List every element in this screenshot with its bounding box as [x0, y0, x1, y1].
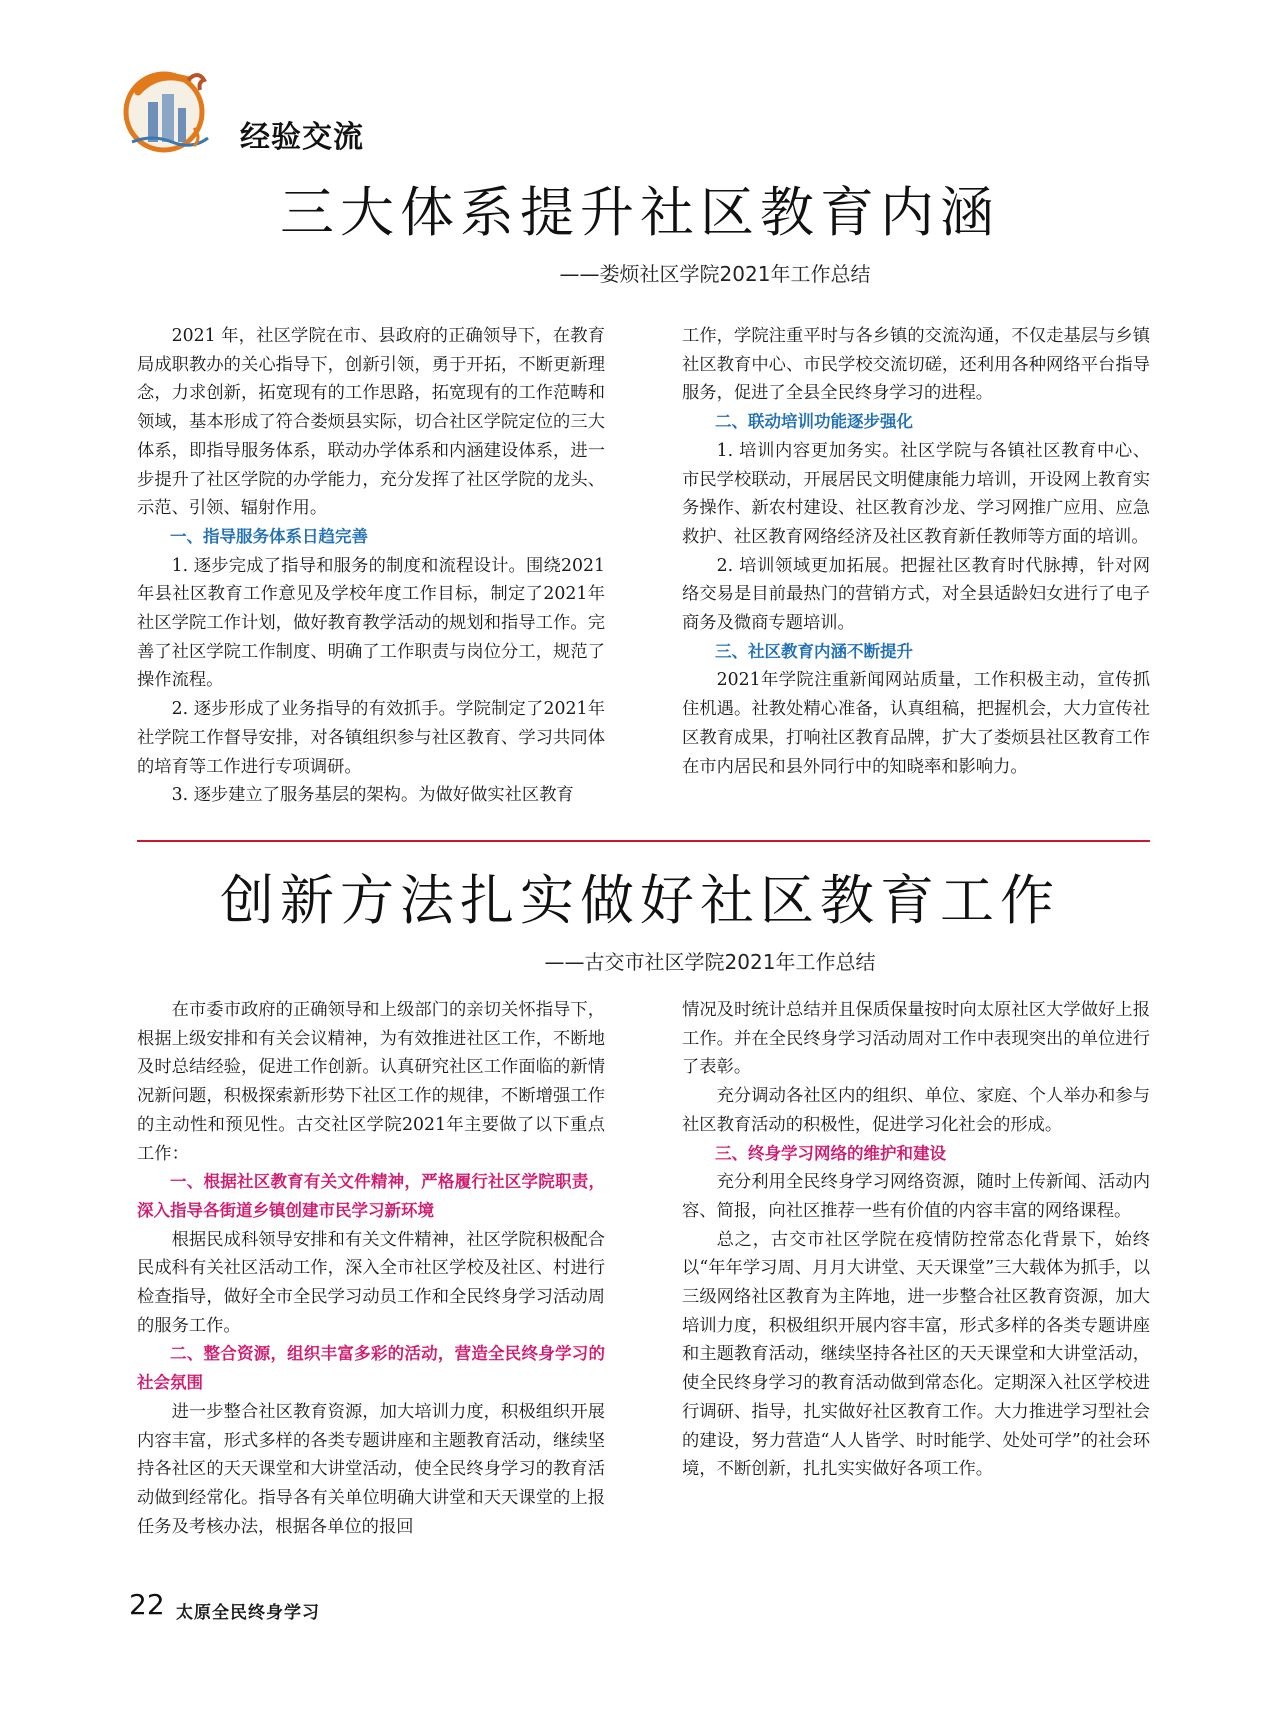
- paragraph: 工作，学院注重平时与各乡镇的交流沟通，不仅走基层与乡镇社区教育中心、市民学校交流切磋，还利用各种网络平台指导服务，促进了全县全民终身学习的进程。: [682, 326, 1150, 404]
- paragraph: 3. 逐步建立了服务基层的架构。为做好做实社区教育: [171, 785, 574, 806]
- paragraph: 2021 年，社区学院在市、县政府的正确领导下，在教育局成职教办的关心指导下，创新引领，勇于开拓，不断更新理念，力求创新，拓宽现有的工作思路，拓宽现有的工作范畴和领域，基本形成了符合娄烦县实际，切合社区学院定位的三大体系，即指导服务体系，联动办学体系和内涵建设体系，进一步提升了社区学院的办学能力，充分发挥了社区学院的龙头、示范、引领、辐射作用。: [137, 326, 605, 519]
- article-divider: [137, 840, 1150, 842]
- article1-title: 三大体系提升社区教育内涵: [280, 181, 1000, 244]
- article2-title: 创新方法扎实做好社区教育工作: [220, 869, 1060, 932]
- section-heading: 三、终身学习网络的维护和建设: [715, 1143, 946, 1163]
- paragraph: 进一步整合社区教育资源，加大培训力度，积极组织开展内容丰富，形式多样的各类专题讲座和主题教育活动，继续坚持各社区的天天课堂和大讲堂活动，使全民终身学习的教育活动做到经常化。指导各有关单位明确大讲堂和天天课堂的上报任务及考核办法，根据各单位的报回: [137, 1401, 605, 1537]
- article1-subtitle: ——娄烦社区学院2021年工作总结: [559, 262, 871, 286]
- magazine-name: 太原全民终身学习: [176, 1603, 320, 1623]
- page-number: 22: [129, 1588, 165, 1621]
- paragraph: 2. 逐步形成了业务指导的有效抓手。学院制定了2021年社学院工作督导安排，对各镇组织参与社区教育、学习共同体的培育等工作进行专项调研。: [137, 699, 605, 777]
- article2-left-column: [137, 996, 605, 1541]
- paragraph: 总之，古交市社区学院在疫情防控常态化背景下，始终以“年年学习周、月月大讲堂、天天课堂”三大载体为抓手，以三级网络社区教育为主阵地，进一步整合社区教育资源，加大培训力度，积极组织开展内容丰富，形式多样的各类专题讲座和主题教育活动，继续坚持各社区的天天课堂和大讲堂活动，使全民终身学习的教育活动做到常态化。定期深入社区学校进行调研、指导，扎实做好社区教育工作。大力推进学习型社会的建设，努力营造“人人皆学、时时能学、处处可学”的社会环境，不断创新，扎扎实实做好各项工作。: [682, 1229, 1150, 1480]
- article2-subtitle: ——古交市社区学院2021年工作总结: [544, 950, 876, 974]
- section-heading: 三、社区教育内涵不断提升: [715, 641, 913, 661]
- article2-right-column: [682, 996, 1150, 1484]
- paragraph: 充分利用全民终身学习网络资源，随时上传新闻、活动内容、简报，向社区推荐一些有价值的内容丰富的网络课程。: [682, 1172, 1150, 1221]
- paragraph: 根据民成科领导安排和有关文件精神，社区学院积极配合民成科有关社区活动工作，深入全市社区学校及社区、村进行检查指导，做好全市全民学习动员工作和全民终身学习活动周的服务工作。: [137, 1229, 605, 1336]
- magazine-logo: [118, 62, 214, 158]
- paragraph: 情况及时统计总结并且保质保量按时向太原社区大学做好上报工作。并在全民终身学习活动周对工作中表现突出的单位进行了表彰。: [682, 1000, 1150, 1078]
- article1-right-column: [682, 322, 1150, 781]
- section-heading: 二、整合资源，组织丰富多彩的活动，营造全民终身学习的社会氛围: [137, 1344, 605, 1393]
- paragraph: 充分调动各社区内的组织、单位、家庭、个人举办和参与社区教育活动的积极性，促进学习化社会的形成。: [682, 1086, 1150, 1135]
- paragraph: 2021年学院注重新闻网站质量，工作积极主动，宣传抓住机遇。社教处精心准备，认真组稿，把握机会，大力宣传社区教育成果，打响社区教育品牌，扩大了娄烦县社区教育工作在市内居民和县外同行中的知晓率和影响力。: [682, 670, 1150, 777]
- paragraph: 1. 逐步完成了指导和服务的制度和流程设计。围绕2021年县社区教育工作意见及学校年度工作目标，制定了2021年社区学院工作计划，做好教育教学活动的规划和指导工作。完善了社区学院工作制度、明确了工作职责与岗位分工，规范了操作流程。: [137, 555, 605, 691]
- paragraph: 2. 培训领域更加拓展。把握社区教育时代脉搏，针对网络交易是目前最热门的营销方式，对全县适龄妇女进行了电子商务及微商专题培训。: [682, 555, 1150, 634]
- paragraph: 1. 培训内容更加务实。社区学院与各镇社区教育中心、市民学校联动，开展居民文明健康能力培训，开设网上教育实务操作、新农村建设、社区教育沙龙、学习网推广应用、应急救护、社区教育网络经济及社区教育新任教师等方面的培训。: [682, 440, 1150, 547]
- section-heading: 二、联动培训功能逐步强化: [715, 412, 913, 432]
- section-heading: 一、根据社区教育有关文件精神，严格履行社区学院职责，深入指导各街道乡镇创建市民学习新环境: [137, 1172, 605, 1220]
- section-heading: 一、指导服务体系日趋完善: [170, 526, 368, 546]
- section-tag: 经验交流: [240, 120, 364, 155]
- paragraph: 在市委市政府的正确领导和上级部门的亲切关怀指导下，根据上级安排和有关会议精神，为有效推进社区工作，不断地及时总结经验，促进工作创新。认真研究社区工作面临的新情况新问题，积极探索新形势下社区工作的规律，不断增强工作的主动性和预见性。古交社区学院2021年主要做了以下重点工作：: [137, 1000, 605, 1164]
- article1-left-column: [137, 322, 605, 810]
